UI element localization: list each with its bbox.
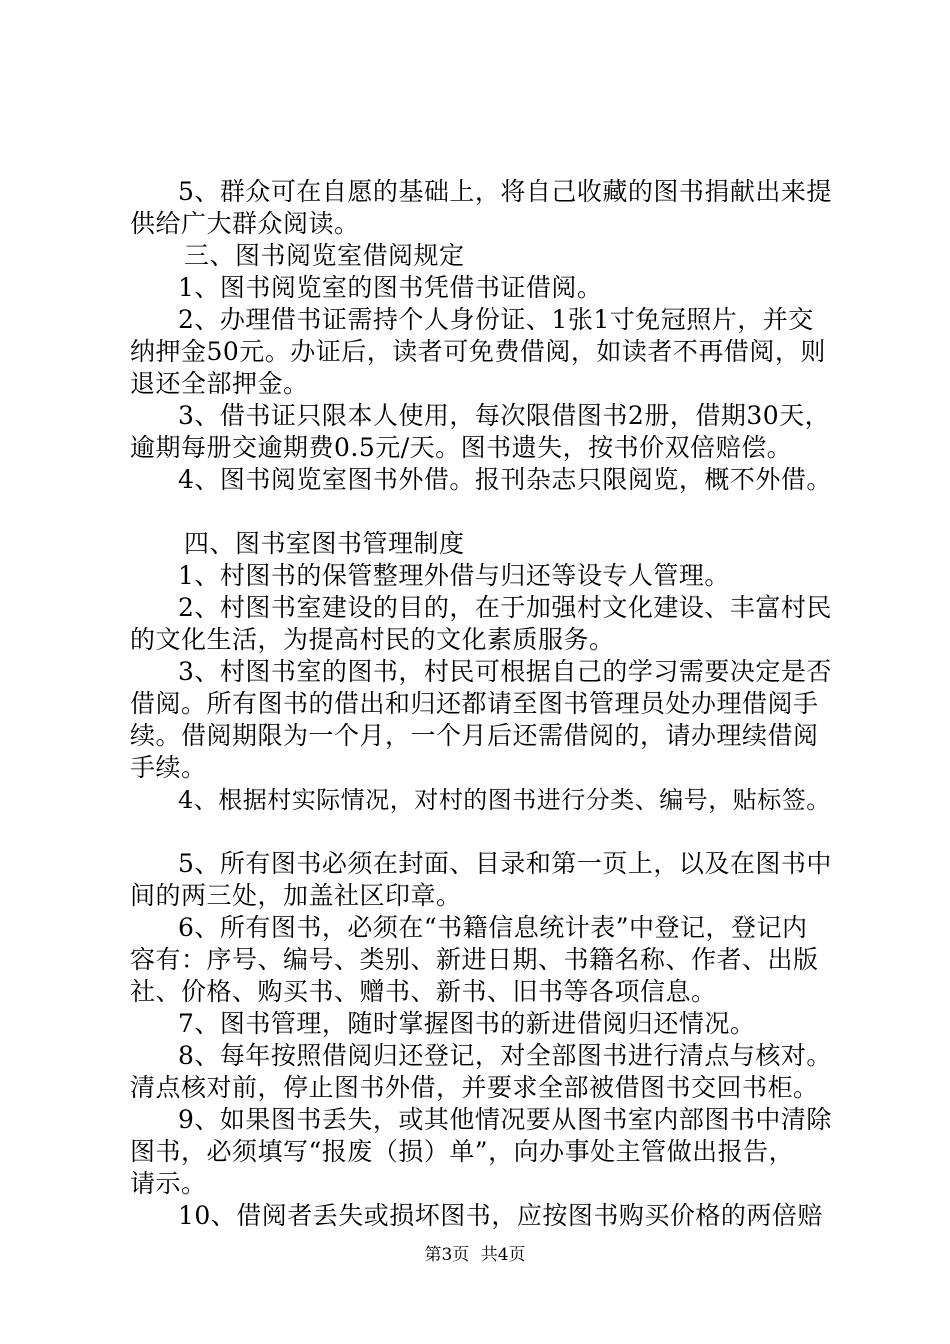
paragraph-line: 的文化生活，为提高村民的文化素质服务。 (130, 625, 615, 654)
paragraph-line: 7、图书管理，随时掌握图书的新进借阅归还情况。 (178, 1009, 756, 1038)
section-heading: 四、图书室图书管理制度 (184, 529, 465, 558)
paragraph-line: 清点核对前，停止图书外借，并要求全部被借图书交回书柜。 (130, 1073, 819, 1102)
paragraph-line: 手续。 (130, 753, 207, 782)
paragraph-line: 续。借阅期限为一个月，一个月后还需借阅的，请办理续借阅 (130, 721, 819, 750)
paragraph-line: 2、村图书室建设的目的，在于加强村文化建设、丰富村民 (178, 593, 832, 622)
paragraph-line: 10、借阅者丢失或损坏图书，应按图书购买价格的两倍赔 (178, 1201, 823, 1230)
section-heading: 三、图书阅览室借阅规定 (184, 241, 465, 270)
paragraph-line: 5、所有图书必须在封面、目录和第一页上，以及在图书中 (178, 849, 832, 878)
paragraph-line: 6、所有图书，必须在“书籍信息统计表”中登记，登记内 (178, 913, 808, 942)
blank-line (130, 816, 842, 848)
paragraph-line: 社、价格、购买书、赠书、新书、旧书等各项信息。 (130, 977, 717, 1006)
paragraph-line: 3、村图书室的图书，村民可根据自己的学习需要决定是否 (178, 657, 832, 686)
paragraph-line: 请示。 (130, 1169, 207, 1198)
paragraph-line: 间的两三处，加盖社区印章。 (130, 881, 462, 910)
paragraph-line: 供给广大群众阅读。 (130, 209, 360, 238)
paragraph-line: 3、借书证只限本人使用，每次限借图书2册，借期30天， (178, 401, 831, 430)
paragraph-line: 图书，必须填写“报废（损）单”，向办事处主管做出报告， (130, 1137, 795, 1166)
paragraph-line: 8、每年按照借阅归还登记，对全部图书进行清点与核对。 (178, 1041, 832, 1070)
page-number-current: 第3页 (424, 1245, 470, 1265)
paragraph-line: 1、图书阅览室的图书凭借书证借阅。 (178, 273, 603, 302)
document-body (130, 176, 842, 1232)
paragraph-line: 1、村图书的保管整理外借与归还等设专人管理。 (178, 561, 730, 590)
paragraph-line: 退还全部押金。 (130, 369, 309, 398)
paragraph-line: 4、根据村实际情况，对村的图书进行分类、编号，贴标签。 (178, 786, 831, 814)
paragraph-line: 5、群众可在自愿的基础上，将自己收藏的图书捐献出来提 (178, 177, 832, 206)
paragraph-line: 9、如果图书丢失，或其他情况要从图书室内部图书中清除 (178, 1105, 832, 1134)
page-number-total: 共4页 (480, 1245, 526, 1265)
blank-line (130, 496, 842, 528)
paragraph-line: 逾期每册交逾期费0.5元/天。图书遗失，按书价双倍赔偿。 (130, 433, 793, 462)
paragraph-line: 纳押金50元。办证后，读者可免费借阅，如读者不再借阅，则 (130, 337, 826, 366)
page-footer (0, 1244, 950, 1266)
paragraph-line: 容有：序号、编号、类别、新进日期、书籍名称、作者、出版 (130, 945, 819, 974)
paragraph-line: 4、图书阅览室图书外借。报刊杂志只限阅览，概不外借。 (178, 465, 832, 494)
paragraph-line: 2、办理借书证需持个人身份证、1张1寸免冠照片，并交 (178, 305, 814, 334)
paragraph-line: 借阅。所有图书的借出和归还都请至图书管理员处办理借阅手 (130, 689, 819, 718)
